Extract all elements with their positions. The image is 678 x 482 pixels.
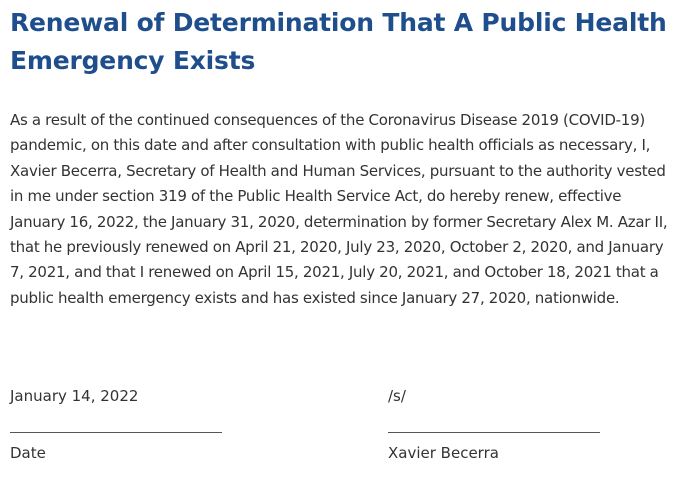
signer-name: Xavier Becerra [388,444,499,462]
date-label: Date [10,444,46,462]
signature-value: /s/ [388,387,406,405]
signature-block [388,384,600,466]
document-title: Renewal of Determination That A Public Health Emergency Exists [10,8,667,75]
date-value: January 14, 2022 [10,387,139,405]
date-underline [10,431,222,433]
determination-paragraph: As a result of the continued consequences of the Coronavirus Disease 2019 (COVID-19) pandemic, on this date and after consultation with public health officials as necessary, I, Xavier Becerra, Secretary of Health and Human Services, pursuant to the authority vested in me under section 319 of the Public Health Service Act, do hereby renew, effective January 16, 2022, the January 31, 2020, determination by former Secretary Alex M. Azar II, that he previously renewed on April 21, 2020, July 23, 2020, October 2, 2020, and January 7, 2021, and that I renewed on April 15, 2021, July 20, 2021, and October 18, 2021 that a public health emergency exists and has existed since January 27, 2020, nationwide. [10,111,668,307]
date-block [10,384,222,466]
signature-underline [388,431,600,433]
